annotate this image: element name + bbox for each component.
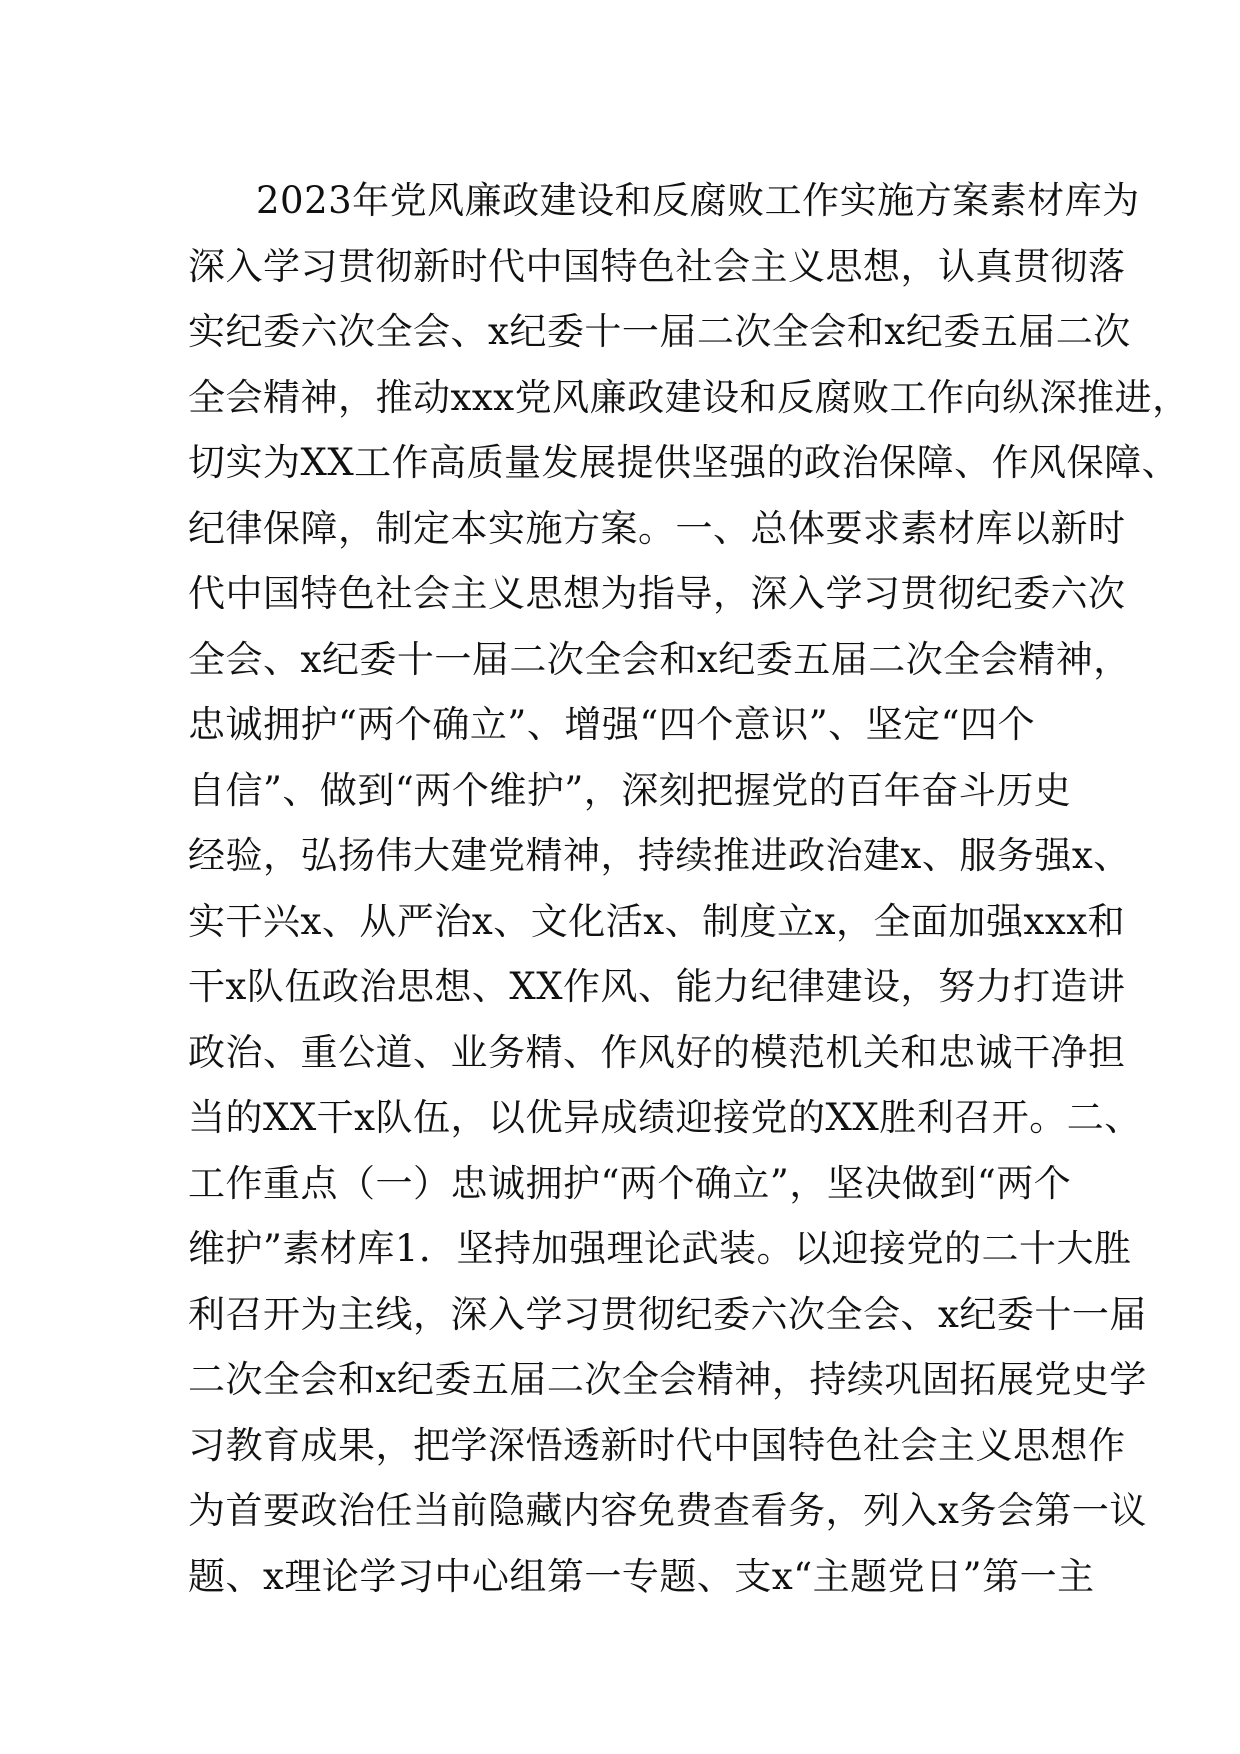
text-line: 忠诚拥护“两个确立”、增强“四个意识”、坚定“四个 — [188, 703, 1036, 746]
text-line: 2023年党风廉政建设和反腐败工作实施方案素材库为 — [256, 179, 1140, 222]
text-line: 利召开为主线，深入学习贯彻纪委六次全会、x纪委十一届 — [188, 1292, 1147, 1336]
text-line: 深入学习贯彻新时代中国特色社会主义思想，认真贯彻落 — [188, 244, 1126, 288]
body-text — [188, 168, 1190, 1609]
text-line: 纪律保障，制定本实施方案。一、总体要求素材库以新时 — [188, 506, 1126, 550]
text-line: 实纪委六次全会、x纪委十一届二次全会和x纪委五届二次 — [188, 310, 1131, 353]
text-line: 干x队伍政治思想、XX作风、能力纪律建设，努力打造讲 — [188, 965, 1126, 1008]
text-line: 二次全会和x纪委五届二次全会精神，持续巩固拓展党史学 — [188, 1358, 1147, 1401]
text-line: 为首要政治任当前隐藏内容免费查看务，列入x务会第一议 — [188, 1489, 1147, 1532]
text-line: 维护”素材库1．坚持加强理论武装。以迎接党的二十大胜 — [188, 1227, 1132, 1270]
text-line: 经验，弘扬伟大建党精神，持续推进政治建x、服务强x、 — [188, 834, 1131, 877]
text-line: 工作重点（一）忠诚拥护“两个确立”，坚决做到“两个 — [188, 1161, 1072, 1205]
text-line: 全会精神，推动xxx党风廉政建设和反腐败工作向纵深推进， — [188, 375, 1190, 419]
text-line: 代中国特色社会主义思想为指导，深入学习贯彻纪委六次 — [188, 572, 1126, 615]
text-line: 自信”、做到“两个维护”，深刻把握党的百年奋斗历史 — [188, 768, 1072, 812]
text-line: 题、x理论学习中心组第一专题、支x“主题党日”第一主 — [188, 1554, 1095, 1598]
text-line: 实干兴x、从严治x、文化活x、制度立x，全面加强xxx和 — [188, 899, 1126, 943]
text-line: 全会、x纪委十一届二次全会和x纪委五届二次全会精神， — [188, 637, 1131, 681]
text-line: 习教育成果，把学深悟透新时代中国特色社会主义思想作 — [188, 1423, 1126, 1467]
text-line: 政治、重公道、业务精、作风好的模范机关和忠诚干净担 — [188, 1030, 1126, 1074]
text-line: 切实为XX工作高质量发展提供坚强的政治保障、作风保障、 — [188, 441, 1180, 484]
text-line: 当的XX干x队伍，以优异成绩迎接党的XX胜利召开。二、 — [188, 1096, 1142, 1139]
